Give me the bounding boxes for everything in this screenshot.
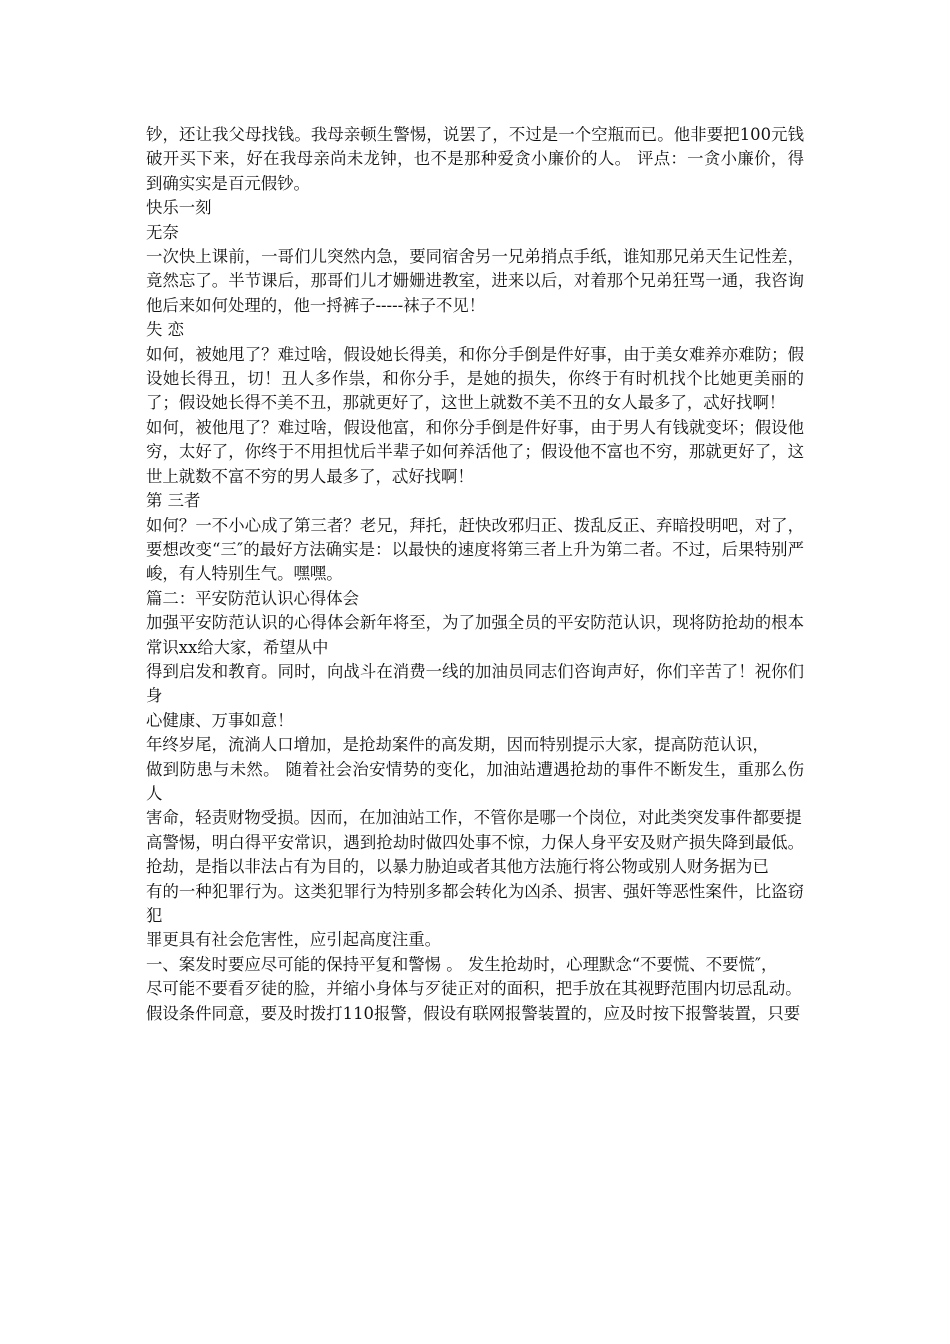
paragraph-dumped-by-her: 如何，被她甩了？难过啥，假设她长得美，和你分手倒是件好事，由于美女难养亦难防；假设她长得丑，切！丑人多作祟，和你分手，是她的损失，你终于有时机找个比她更美丽的了；假设她长得不美不丑，那就更好了，这世上就数不美不丑的女人最多了，忒好找啊！ [146, 344, 804, 413]
paragraph-safety-wish: 心健康、万事如意！ [146, 710, 294, 730]
paragraph-crime-definition: 有的一种犯罪行为。这类犯罪行为特别多都会转化为凶杀、损害、强奸等恶性案件，比盗窃犯 [146, 881, 804, 925]
paragraph-vigilance: 高警惕，明白得平安常识，遇到抢劫时做四处事不惊，力保人身平安及财产损失降到最低。 抢劫，是指以非法占有为目的，以暴力胁迫或者其他方法施行将公物或别人财务据为已 [146, 832, 804, 877]
paragraph-avoid-eye-contact: 尽可能不要看歹徒的脸，并缩小身体与歹徒正对的面积，把手放在其视野范围内切忌乱动。 [146, 979, 802, 999]
document-page [146, 123, 804, 1026]
paragraph-stay-calm: 一、案发时要应尽可能的保持平复和警惕 。 发生抢劫时，心理默念“不要慌、不要慌″， [146, 954, 778, 974]
paragraph-harm: 害命，轻责财物受损。因而，在加油站工作，不管你是哪一个岗位，对此类突发事件都要提 [146, 808, 802, 828]
paragraph-call-police: 假设条件同意，要及时拨打110报警，假设有联网报警装置的，应及时按下报警装置，只要 [146, 1003, 801, 1023]
paragraph-dumped-by-him: 如何，被他甩了？难过啥，假设他富，和你分手倒是件好事，由于男人有钱就变坏；假设他穷，太好了，你终于不用担忧后半辈子如何养活他了；假设他不富也不穷，那就更好了，这世上就数不富不穷的男人最多了，忒好找啊！ [146, 417, 804, 486]
paragraph-year-end: 年终岁尾，流淌人口增加，是抢劫案件的高发期，因而特别提示大家，提高防范认识， [146, 735, 769, 755]
subheading-heartbreak: 失 恋 [146, 320, 184, 340]
paragraph-third-party: 如何？一不小心成了第三者？老兄，拜托，赶快改邪归正、拨乱反正、弃暗投明吧，对了，要想改变“三″的最好方法确实是：以最快的速度将第三者上升为第二者。不过，后果特别严峻，有人特别生气。嘿嘿。 [146, 515, 804, 584]
section-heading-happy-moment: 快乐一刻 [146, 198, 212, 218]
paragraph-safety-intro: 加强平安防范认识的心得体会新年将至，为了加强全员的平安防范认识，现将防抢劫的根本常识xx给大家，希望从中 [146, 613, 804, 657]
subheading-helpless: 无奈 [146, 222, 179, 242]
paragraph-safety-greeting: 得到启发和教育。同时，向战斗在消费一线的加油员同志们咨询声好，你们辛苦了！祝你们身 [146, 661, 804, 706]
paragraph-social-harm: 罪更具有社会危害性，应引起高度注重。 [146, 930, 442, 950]
paragraph-helpless-story: 一次快上课前，一哥们儿突然内急，要同宿舍另一兄弟捎点手纸，谁知那兄弟天生记性差，竟然忘了。半节课后，那哥们儿才姗姗进教室，进来以后，对着那个兄弟狂骂一通，我咨询他后来如何处理的，他一捋裤子-----袜子不见！ [146, 247, 804, 315]
subheading-third-party: 第 三者 [146, 491, 201, 511]
paragraph-prevention: 做到防患与未然。 随着社会治安情势的变化，加油站遭遇抢劫的事件不断发生，重那么伤人 [146, 759, 804, 803]
paragraph-1: 钞，还让我父母找钱。我母亲顿生警惕，说罢了，不过是一个空瓶而已。他非要把100元钱破开买下来，好在我母亲尚未龙钟，也不是那种爱贪小廉价的人。 评点：一贪小廉价，得到确实实是百元假钞。 [146, 125, 804, 193]
chapter-heading-safety: 篇二：平安防范认识心得体会 [146, 588, 360, 608]
